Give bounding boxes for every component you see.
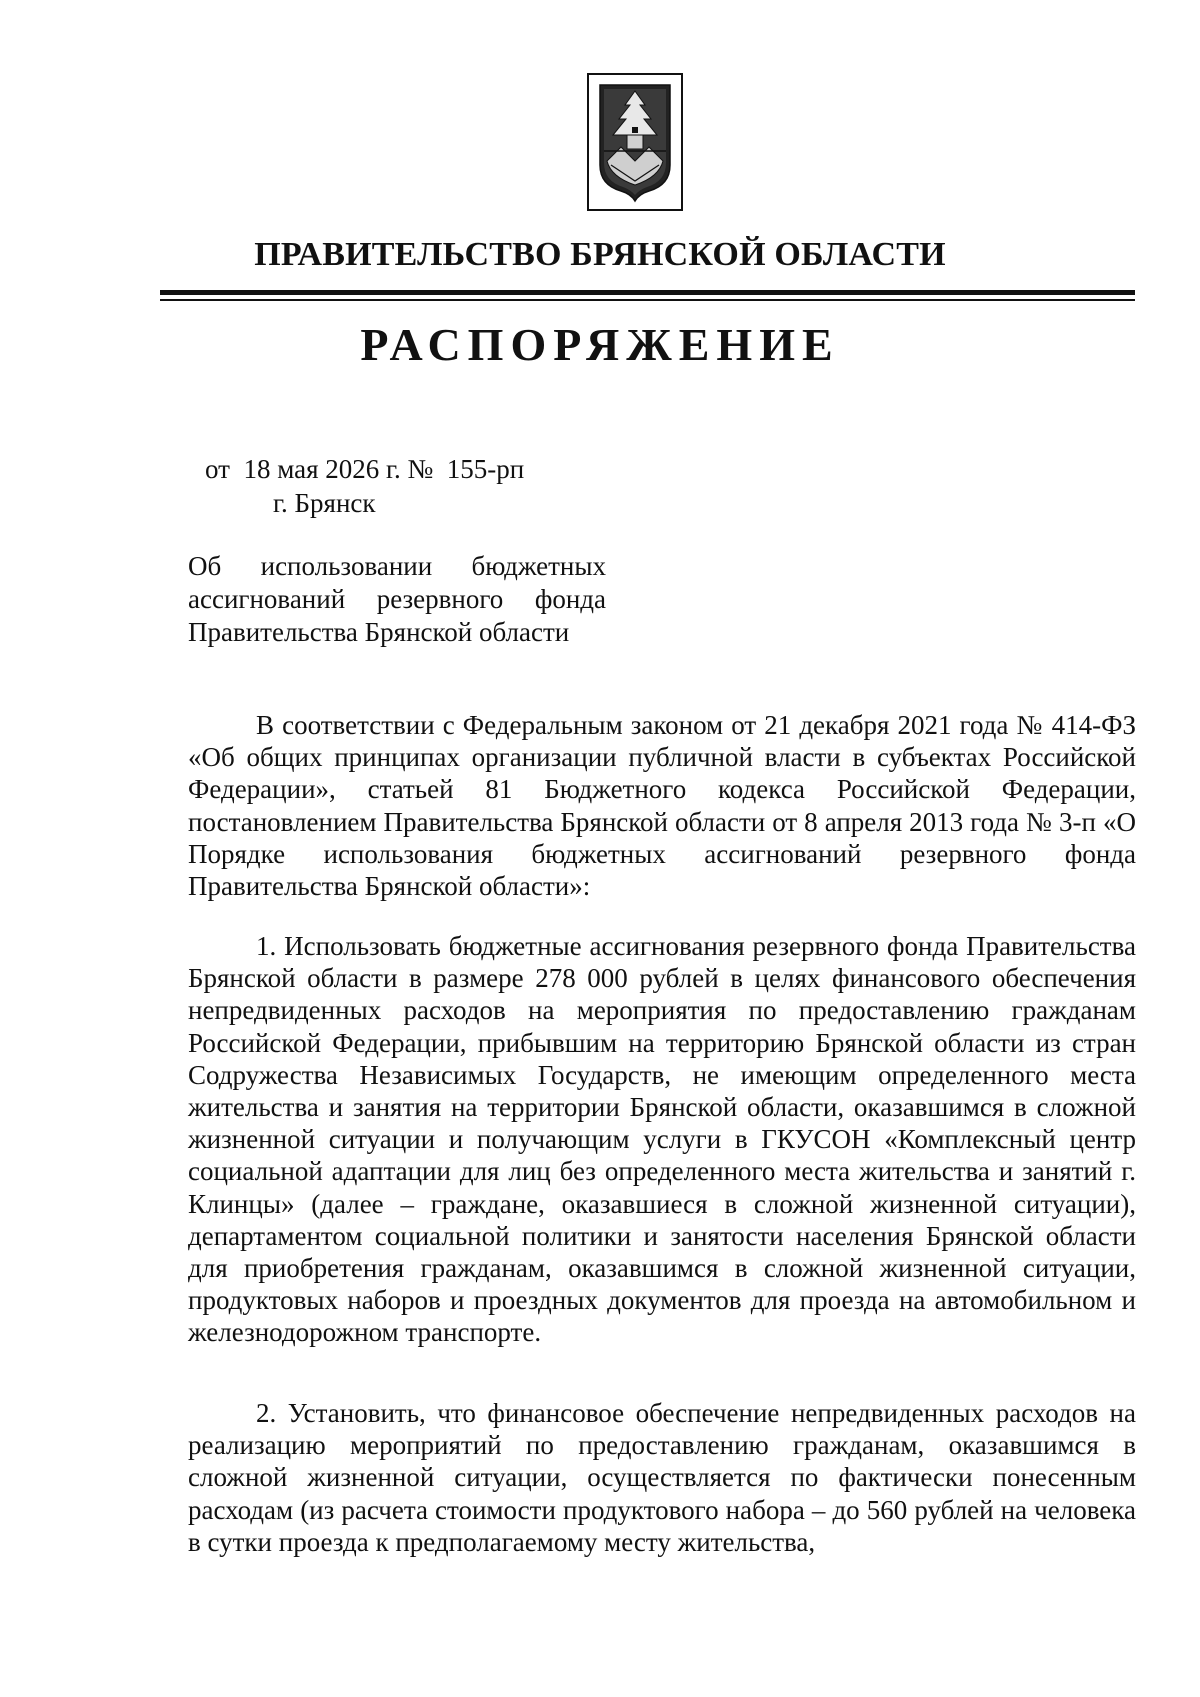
document-type-title: РАСПОРЯЖЕНИЕ [360,319,840,370]
clause-1-paragraph: 1. Использовать бюджетные ассигнования резервного фонда Правительства Брянской области в размере 278 000 рублей в целях финансового обеспечения непредвиденных расходов на мероприятия по предоставлению гражданам Российской Федерации, прибывшим на территорию Брянской области из стран Содружества Независимых Государств, не имеющим определенного места жительства и занятия на территории Брянской области, оказавшимся в сложной жизненной ситуации и получающим услуги в ГКУСОН «Комплексный центр социальной адаптации для лиц без определенного места жительства и занятий г. Клинцы» (далее – граждане, оказавшиеся в сложной жизненной ситуации), департаментом социальной политики и занятости населения Брянской области для приобретения гражданам, оказавшимся в сложной жизненной ситуации, продуктовых наборов и проездных документов для проезда на автомобильном и железнодорожном транспорте. [188,931,1136,1348]
organization-title: ПРАВИТЕЛЬСТВО БРЯНСКОЙ ОБЛАСТИ [254,236,946,273]
clause-2-paragraph: 2. Установить, что финансовое обеспечение непредвиденных расходов на реализацию мероприятий по предоставлению гражданам, оказавшимся в сложной жизненной ситуации, осуществляется по фактически понесенным расходам (из расчета стоимости продуктового набора – до 560 рублей на человека в сутки проезда к предполагаемому месту жительства, [188,1398,1136,1557]
document-city: г. Брянск [273,488,376,518]
preamble-paragraph: В соответствии с Федеральным законом от 21 декабря 2021 года № 414-ФЗ «Об общих принципах организации публичной власти в субъектах Российской Федерации», статьей 81 Бюджетного кодекса Российской Федерации, постановлением Правительства Брянской области от 8 апреля 2013 года № 3-п «О Порядке использования бюджетных ассигнований резервного фонда Правительства Брянской области»: [188,710,1136,902]
document-subject: Об использовании бюджетных ассигнований резервного фонда Правительства Брянской области [188,551,606,647]
header-rule-thick [160,290,1135,295]
header-rule-thin [160,299,1135,301]
document-date-number: от 18 мая 2026 г. № 155-рп [205,454,525,484]
bryansk-coat-of-arms-icon [587,73,683,211]
